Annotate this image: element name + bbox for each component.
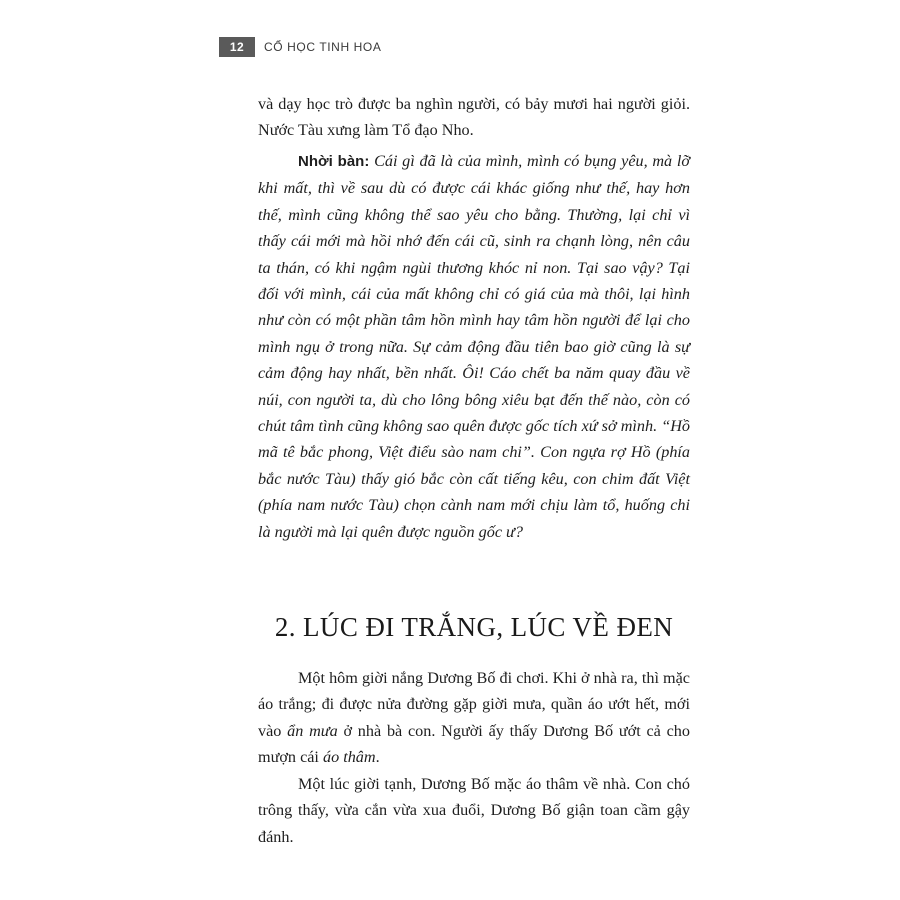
commentary-paragraph	[258, 148, 690, 545]
running-header	[219, 37, 381, 57]
story-italic-a: ẩn mưa	[287, 721, 338, 740]
story-text-c: .	[375, 748, 380, 767]
story-italic-b: áo thâm	[322, 748, 376, 767]
story-text-b: ở nhà bà con. Người ấy thấy Dương Bố ướt cả cho mượn cái	[258, 721, 690, 767]
story-text-d: Một lúc giời tạnh, Dương Bố mặc áo thâm về nhà. Con chó trông thấy, vừa cắn vừa xua đuổi, Dương Bố giận toan cầm gậy đánh.	[258, 775, 690, 846]
commentary-label: Nhời bàn:	[298, 153, 370, 170]
page-number: 12	[219, 37, 255, 57]
paragraph-continuation: và dạy học trò được ba nghìn người, có bảy mươi hai người giỏi. Nước Tàu xưng làm Tổ đạo Nho.	[258, 95, 690, 140]
commentary-text: Cái gì đã là của mình, mình có bụng yêu, mà lỡ khi mất, thì về sau dù có được cái khác giống như thế, hay hơn thế, mình cũng không thể sao yêu cho bằng. Thường, lại chỉ vì thấy cái mới mà hồi nhớ đến cái cũ, sinh ra chạnh lòng, nên câu ta thán, có khi ngậm ngùi thương khóc nỉ non. Tại sao vậy? Tại đối với mình, cái của mất không chỉ có giá của mà thôi, lại hình như còn có một phần tâm hồn mình hay tâm hồn người để lại cho mình ngụ ở trong nữa. Sự cảm động đầu tiên bao giờ cũng là sự cảm động hay nhất, bền nhất. Ôi! Cáo chết ba năm quay đầu về núi, con người ta, dù cho lông bông xiêu bạt đến thế nào, còn có chút tâm tình cũng không sao quên được gốc tích xứ sở mình. “Hồ mã tê bắc phong, Việt điểu sào nam chi”. Con ngựa rợ Hồ (phía bắc nước Tàu) thấy gió bắc còn cất tiếng kêu, con chim đất Việt (phía nam nước Tàu) chọn cành nam mới chịu làm tổ, huống chi là người mà lại quên được nguồn gốc ư?	[258, 152, 691, 541]
story-text-a: Một hôm giời nắng Dương Bố đi chơi. Khi ở nhà ra, thì mặc áo trắng; đi được nửa đường gặp giời mưa, quần áo ướt hết, mới vào	[258, 669, 690, 740]
story-paragraph-2	[258, 771, 690, 850]
story-paragraph-1	[258, 665, 690, 771]
section-heading: 2. LÚC ĐI TRẮNG, LÚC VỀ ĐEN	[274, 612, 674, 642]
running-title: CỔ HỌC TINH HOA	[264, 40, 382, 54]
